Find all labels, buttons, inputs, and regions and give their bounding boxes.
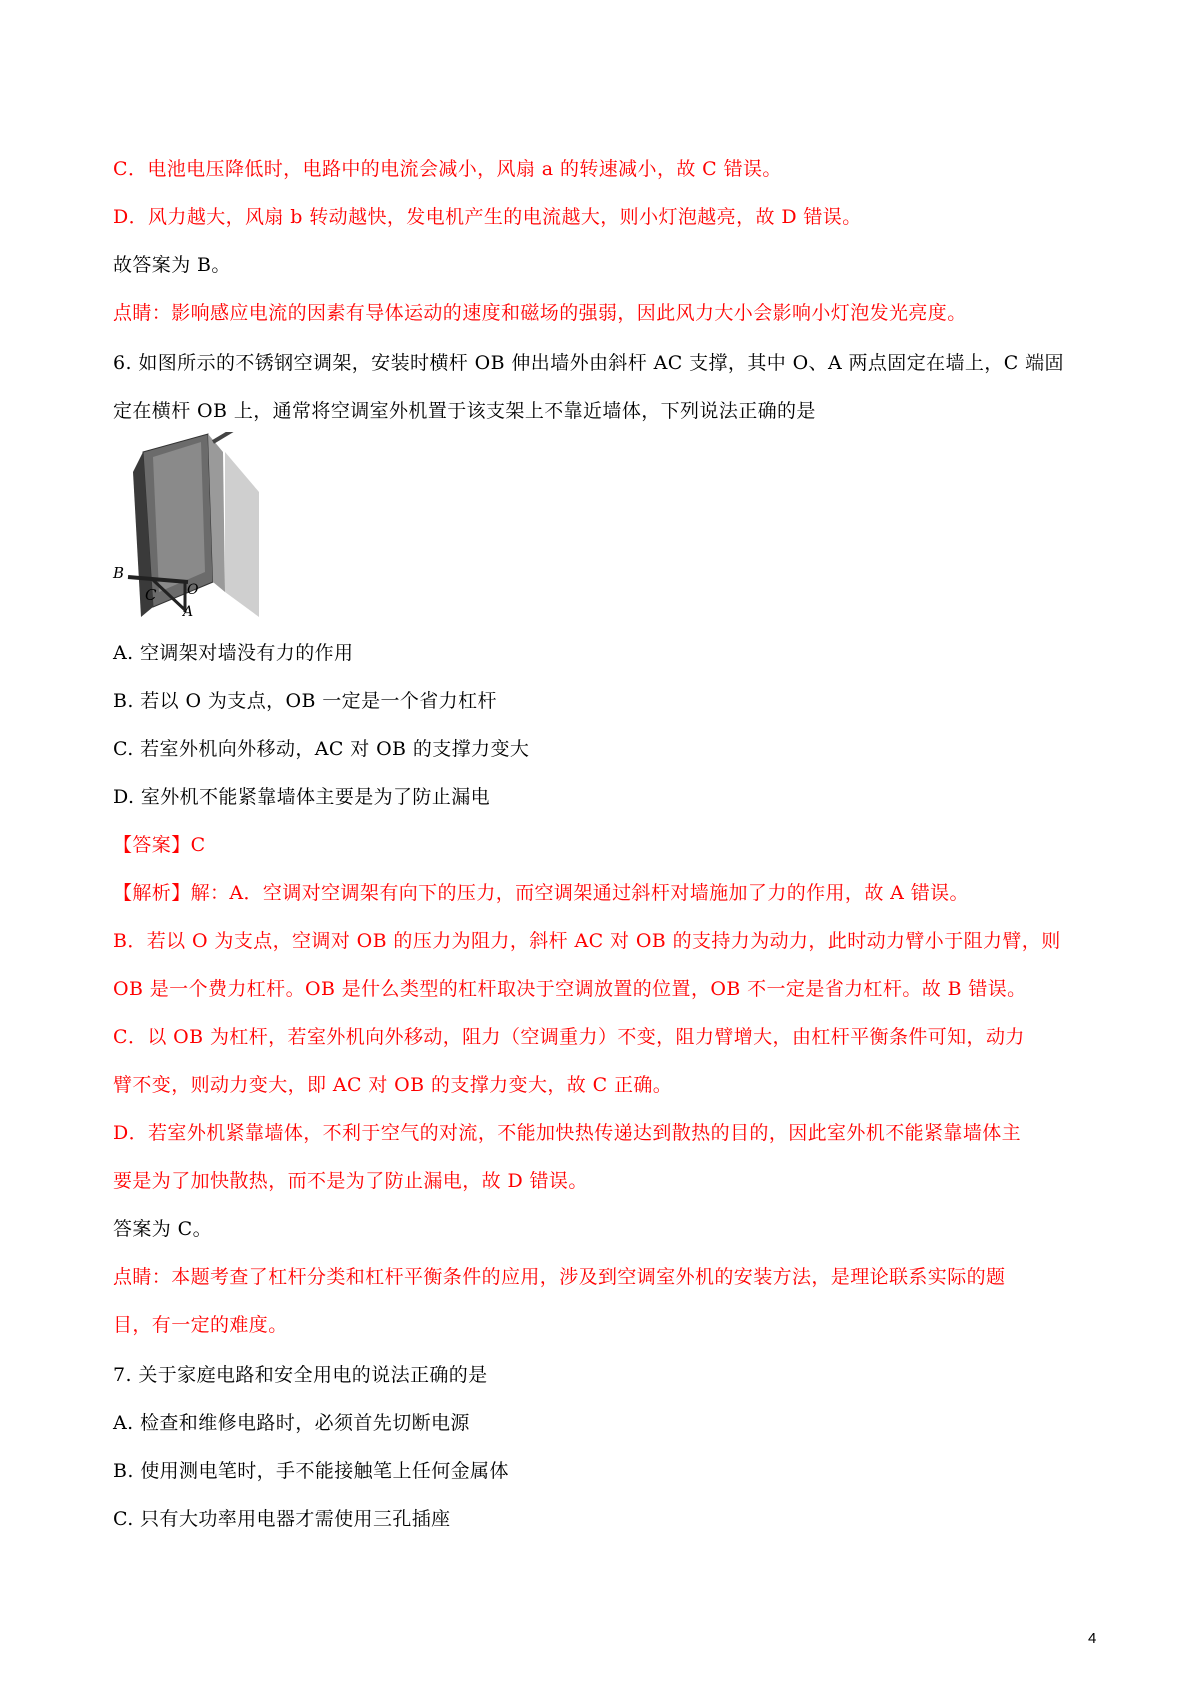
page-number: 4 xyxy=(1088,1630,1097,1647)
analysis-line-3: OB 是一个费力杠杆。OB 是什么类型的杠杆取决于空调放置的位置，OB 不一定是省力杠杆。故 B 错误。 xyxy=(113,978,1027,1000)
label-o: O xyxy=(187,582,199,598)
question-6-line-2: 定在横杆 OB 上，通常将空调室外机置于该支架上不靠近墙体，下列说法正确的是 xyxy=(113,400,816,422)
analysis-line-7: 要是为了加快散热，而不是为了防止漏电，故 D 错误。 xyxy=(113,1170,588,1192)
label-b: B xyxy=(113,564,125,582)
answer-label: 【答案】C xyxy=(113,834,206,856)
option-a: A. 空调架对墙没有力的作用 xyxy=(113,642,354,664)
air-conditioner-bracket-figure xyxy=(113,432,261,622)
label-a: A xyxy=(183,604,194,620)
question-7-option-a: A. 检查和维修电路时，必须首先切断电源 xyxy=(113,1412,470,1434)
analysis-line-6: D．若室外机紧靠墙体，不利于空气的对流，不能加快热传递达到散热的目的，因此室外机不能紧靠墙体主 xyxy=(113,1122,1022,1144)
line-d-conclusion: D．风力越大，风扇 b 转动越快，发电机产生的电流越大，则小灯泡越亮，故 D 错误。 xyxy=(113,206,862,228)
analysis-line-2: B．若以 O 为支点，空调对 OB 的压力为阻力，斜杆 AC 对 OB 的支持力为动力，此时动力臂小于阻力臂，则 xyxy=(113,930,1061,952)
question-6-line-1: 6. 如图所示的不锈钢空调架，安装时横杆 OB 伸出墙外由斜杆 AC 支撑，其中 O、A 两点固定在墙上，C 端固 xyxy=(113,352,1064,374)
question-7: 7. 关于家庭电路和安全用电的说法正确的是 xyxy=(113,1364,488,1386)
line-c-conclusion: C．电池电压降低时，电路中的电流会减小，风扇 a 的转速减小，故 C 错误。 xyxy=(113,158,782,180)
answer-line-q5: 故答案为 B。 xyxy=(113,254,231,276)
tip-line-1: 点睛：本题考查了杠杆分类和杠杆平衡条件的应用，涉及到空调室外机的安装方法，是理论联系实际的题 xyxy=(113,1266,1006,1288)
analysis-line-5: 臂不变，则动力变大，即 AC 对 OB 的支撑力变大，故 C 正确。 xyxy=(113,1074,673,1096)
label-c: C xyxy=(145,586,157,604)
option-d: D. 室外机不能紧靠墙体主要是为了防止漏电 xyxy=(113,786,491,808)
analysis-line-4: C．以 OB 为杠杆，若室外机向外移动，阻力（空调重力）不变，阻力臂增大，由杠杆平衡条件可知，动力 xyxy=(113,1026,1025,1048)
final-answer: 答案为 C。 xyxy=(113,1218,212,1240)
option-b: B. 若以 O 为支点，OB 一定是一个省力杠杆 xyxy=(113,690,497,712)
tip-line-2: 目，有一定的难度。 xyxy=(113,1314,288,1336)
tip-line-q5: 点睛：影响感应电流的因素有导体运动的速度和磁场的强弱，因此风力大小会影响小灯泡发光亮度。 xyxy=(113,302,967,324)
option-c: C. 若室外机向外移动，AC 对 OB 的支撑力变大 xyxy=(113,738,530,760)
question-7-option-b: B. 使用测电笔时，手不能接触笔上任何金属体 xyxy=(113,1460,509,1482)
question-7-option-c: C. 只有大功率用电器才需使用三孔插座 xyxy=(113,1508,451,1530)
analysis-line-1: 【解析】解：A．空调对空调架有向下的压力，而空调架通过斜杆对墙施加了力的作用，故 A 错误。 xyxy=(113,882,969,904)
